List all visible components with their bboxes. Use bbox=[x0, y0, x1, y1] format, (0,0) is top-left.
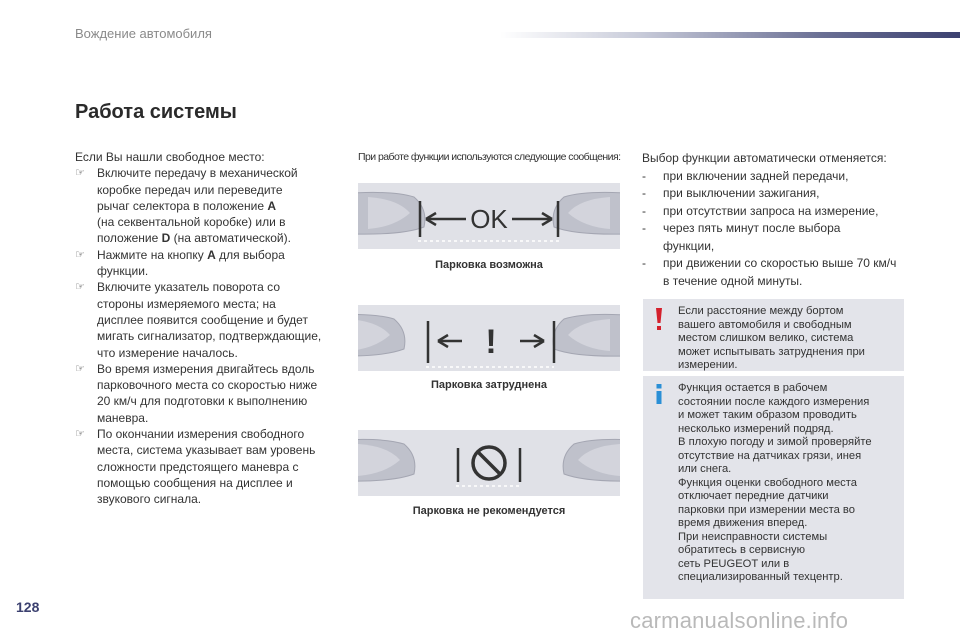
warning-exclamation-icon bbox=[643, 299, 675, 339]
info-note bbox=[643, 376, 904, 599]
list-item-text: (на секвентальной коробке) или в bbox=[97, 215, 286, 230]
parking-difficult-panel bbox=[358, 305, 620, 371]
parking-display-illustration bbox=[358, 183, 620, 249]
list-item-text: функции, bbox=[663, 238, 715, 253]
section-title: Работа системы bbox=[75, 101, 237, 123]
middle-intro: При работе функции используются следующие сообщения: bbox=[358, 151, 621, 163]
list-item bbox=[75, 361, 343, 426]
info-icon bbox=[643, 376, 675, 416]
car-right-icon bbox=[563, 439, 620, 481]
list-item bbox=[75, 247, 343, 280]
list-item bbox=[642, 185, 907, 203]
header-title: Вождение автомобиля bbox=[75, 26, 212, 41]
parking-display-illustration bbox=[358, 430, 620, 496]
list-item-text: при движении со скоростью выше 70 км/ч bbox=[663, 256, 897, 270]
bullet-icon: ☞ bbox=[75, 362, 85, 375]
caption-parking-not-recommended: Парковка не рекомендуется bbox=[412, 505, 566, 517]
left-intro: Если Вы нашли свободное место: bbox=[75, 150, 265, 164]
list-item-text: По окончании измерения свободного bbox=[97, 427, 305, 442]
list-item-text: положение bbox=[97, 231, 162, 246]
list-item-text: что измерение началось. bbox=[97, 345, 238, 360]
car-right-icon bbox=[553, 192, 620, 234]
bullet-icon: ☞ bbox=[75, 281, 85, 294]
list-item-bold: A bbox=[267, 198, 276, 213]
dash-marker: - bbox=[642, 186, 646, 200]
list-item-text: дисплее появится сообщение и будет bbox=[97, 312, 308, 327]
list-item-text: рычаг селектора в положение bbox=[97, 198, 268, 213]
list-item-text: для выбора bbox=[215, 247, 285, 262]
list-item-text: функции. bbox=[97, 264, 149, 279]
list-item-text: Нажмите на кнопку bbox=[97, 247, 208, 262]
left-column bbox=[75, 149, 343, 508]
list-item-text: маневра. bbox=[97, 410, 149, 425]
caption-parking-difficult: Парковка затруднена bbox=[430, 379, 547, 391]
car-left-icon bbox=[358, 314, 405, 356]
page-number: 128 bbox=[16, 599, 40, 615]
right-column bbox=[642, 150, 907, 290]
list-item-text: при отсутствии запроса на измерение, bbox=[663, 203, 879, 218]
list-item-bold: D bbox=[161, 231, 171, 246]
list-item-bold: A bbox=[207, 247, 216, 262]
bullet-icon: ☞ bbox=[75, 428, 85, 441]
bullet-icon: ☞ bbox=[75, 248, 85, 261]
watermark: carmanualsonline.info bbox=[630, 608, 849, 633]
warning-note bbox=[643, 299, 904, 371]
list-item bbox=[642, 255, 907, 290]
list-item-text: места, система указывает вам уровень bbox=[97, 443, 316, 458]
info-text: Функция остается в рабочем состоянии после каждого измерения и может таким образом проводить несколько измерений подряд. В плохую погоду и зимой проверяйте отсутствие на датчиках грязи, инея или снега. Функция оценки свободного места отключает передние датчики парковки при измерении места во время движения вперед. При неисправности системы обратитесь в сервисную сеть PEUGEOT или в специализированный техцентр. bbox=[678, 382, 872, 583]
list-item-text: стороны измеряемого места; на bbox=[97, 296, 276, 311]
list-item-text: парковочного места со скоростью ниже bbox=[97, 378, 318, 393]
list-item bbox=[642, 220, 907, 255]
dash-marker: - bbox=[642, 221, 646, 235]
header-decorative-bar bbox=[500, 32, 960, 38]
list-item-text: сложности предстоящего маневра с bbox=[97, 459, 299, 474]
list-item-text: в течение одной минуты. bbox=[663, 273, 803, 288]
parking-display-illustration bbox=[358, 305, 620, 371]
list-item bbox=[642, 203, 907, 221]
caption-parking-possible: Парковка возможна bbox=[435, 259, 543, 271]
list-item bbox=[75, 426, 343, 507]
parking-possible-panel bbox=[358, 183, 620, 249]
list-item-text: (на автоматической). bbox=[170, 231, 291, 246]
list-item bbox=[75, 279, 343, 360]
right-intro: Выбор функции автоматически отменяется: bbox=[642, 151, 887, 165]
bullet-icon: ☞ bbox=[75, 167, 85, 180]
list-item-text: через пять минут после выбора bbox=[663, 221, 841, 235]
car-right-icon bbox=[553, 314, 620, 356]
list-item-text: мигать сигнализатор, подтверждающие, bbox=[97, 329, 322, 344]
list-item-text: 20 км/ч для подготовки к выполнению bbox=[97, 394, 308, 409]
warning-text: Если расстояние между бортом вашего автомобиля и свободным местом слишком велико, система может испытывать затруднения при измерении. bbox=[678, 305, 865, 371]
display-text-ok: OK bbox=[470, 204, 508, 234]
dash-marker: - bbox=[642, 203, 646, 218]
list-item-text: Во время измерения двигайтесь вдоль bbox=[97, 361, 315, 376]
list-item-text: Включите передачу в механической bbox=[97, 166, 298, 181]
list-item bbox=[642, 168, 907, 186]
dash-marker: - bbox=[642, 168, 646, 183]
prohibited-icon bbox=[473, 447, 505, 479]
list-item-text: звукового сигнала. bbox=[97, 492, 202, 507]
list-item-text: коробке передач или переведите bbox=[97, 182, 283, 197]
list-item-text: помощью сообщения на дисплее и bbox=[97, 475, 293, 490]
parking-not-recommended-panel bbox=[358, 430, 620, 496]
list-item-text: при включении задней передачи, bbox=[663, 168, 849, 183]
dash-marker: - bbox=[642, 256, 646, 270]
list-item-text: Включите указатель поворота со bbox=[97, 280, 280, 295]
car-left-icon bbox=[358, 192, 425, 234]
display-text-exclamation: ! bbox=[485, 323, 497, 361]
car-left-icon bbox=[358, 439, 415, 481]
list-item-text: при выключении зажигания, bbox=[663, 186, 820, 200]
list-item bbox=[75, 165, 343, 246]
